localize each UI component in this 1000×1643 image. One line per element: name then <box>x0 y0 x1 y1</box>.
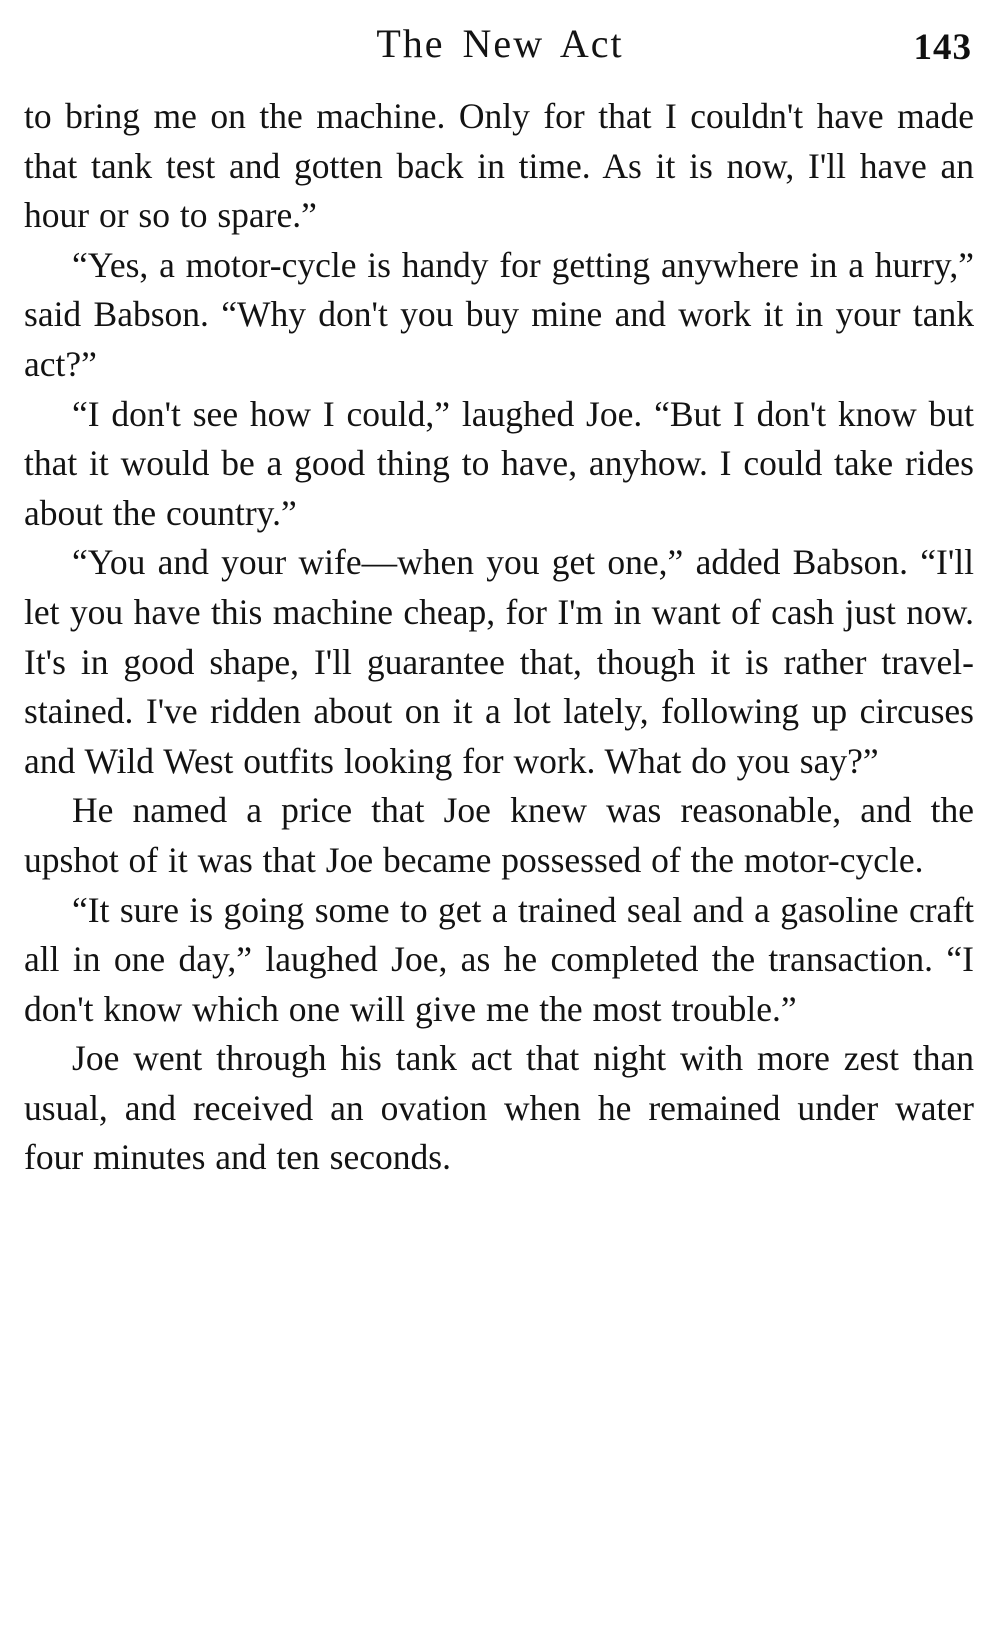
paragraph: “It sure is going some to get a trained seal and a gasoline craft all in one day,” laughed Joe, as he completed the transaction. “I don't know which one will give me the most trouble.” <box>24 889 974 1029</box>
page-title: The New Act <box>376 21 624 66</box>
paragraph: “Yes, a motor-cycle is handy for getting anywhere in a hurry,” said Babson. “Why don't you buy mine and work it in your tank act?” <box>24 244 974 384</box>
paragraph: Joe went through his tank act that night with more zest than usual, and received an ovation when he remained under water four minutes and ten seconds. <box>24 1038 974 1178</box>
page-number: 143 <box>913 27 972 68</box>
paragraph: “I don't see how I could,” laughed Joe. “But I don't know but that it would be a good thing to have, anyhow. I could take rides about the country.” <box>24 393 974 533</box>
body-text <box>0 92 1000 1183</box>
paragraph: He named a price that Joe knew was reasonable, and the upshot of it was that Joe became possessed of the motor-cycle. <box>24 790 974 880</box>
paragraph: “You and your wife—when you get one,” added Babson. “I'll let you have this machine cheap, for I'm in want of cash just now. It's in good shape, I'll guarantee that, though it is rather travel-stained. I've ridden about on it a lot lately, following up circuses and Wild West outfits looking for work. What do you say?” <box>24 542 974 781</box>
paragraph: to bring me on the machine. Only for that I couldn't have made that tank test and gotten back in time. As it is now, I'll have an hour or so to spare.” <box>24 96 974 236</box>
running-head <box>0 0 1000 92</box>
